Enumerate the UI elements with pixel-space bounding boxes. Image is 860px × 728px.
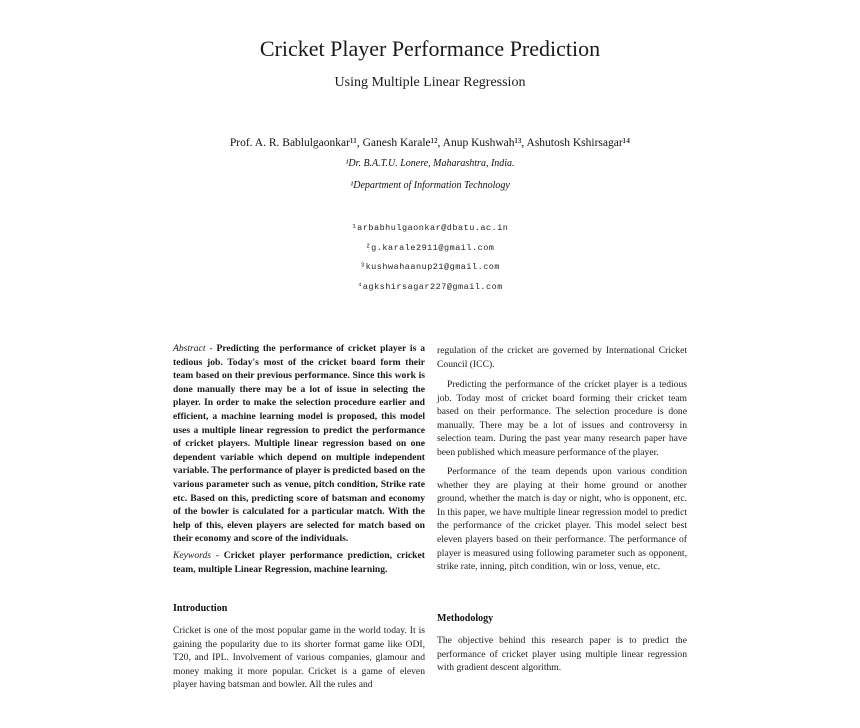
methodology-heading: Methodology (437, 613, 494, 624)
paper-title: Cricket Player Performance Prediction (259, 36, 601, 61)
email-1[interactable]: ¹arbabhulgaonkar@dbatu.ac.in (351, 223, 509, 233)
introduction-heading: Introduction (173, 603, 228, 614)
keywords (173, 549, 425, 576)
abstract (173, 342, 425, 546)
abstract-label: Abstract - (173, 343, 213, 354)
keywords-text: Cricket player performance prediction, cricket team, multiple Linear Regression, machine learning. (173, 550, 425, 575)
methodology-text: The objective behind this research paper is to predict the performance of cricket player using multiple linear regression with gradient descent algorithm. (437, 635, 687, 674)
email-2[interactable]: ²g.karale2911@gmail.com (365, 243, 495, 253)
affiliation-department: ¹Department of Information Technology (350, 180, 510, 191)
right-paragraph-3: Performance of the team depends upon various condition whether they are playing at their home ground or another ground, whether the match is day or night, who is opponent, etc. In this paper, we have multiple linear regression model to predict the performance of the cricket player. This model select best eleven players based on their performance. The performance of player is measured using following parameter such as opponent, strike rate, inning, pitch condition, win or loss, venue, etc. (437, 466, 687, 573)
affiliation-university: ¹Dr. B.A.T.U. Lonere, Maharashtra, India. (345, 158, 515, 169)
introduction-text: Cricket is one of the most popular game in the world today. It is gaining the popularity due to its shorter format game like ODI, T20, and IPL. Involvement of various companies, glamour and money making it more popular. Cricket is a game of eleven player having batsman and bowler. All the rules and (173, 625, 425, 691)
author-list: Prof. A. R. Bablulgaonkar¹¹, Ganesh Karale¹², Anup Kushwah¹³, Ashutosh Kshirsagar¹⁴ (229, 137, 631, 149)
right-paragraph-2: Predicting the performance of the cricket player is a tedious job. Today most of cricket board forming their cricket team based on their performance. The selection procedure is done manually. There may be a lot of issues and controversy in selection team. During the past year many research paper have been published which measure performance of the player. (437, 379, 687, 458)
right-paragraph-1: regulation of the cricket are governed by International Cricket Council (ICC). (437, 345, 687, 370)
email-4[interactable]: ⁴agkshirsagar227@gmail.com (357, 282, 503, 292)
email-3[interactable]: ³kushwahaanup21@gmail.com (359, 262, 501, 272)
paper-subtitle: Using Multiple Linear Regression (334, 75, 526, 90)
abstract-text: Predicting the performance of cricket player is a tedious job. Today's most of the cricket board form their team based on their previous performance. Since this work is done manually there may be a lot of issue in selecting the player. In order to make the selection procedure earlier and efficient, a machine learning model is proposed, this model uses a multiple linear regression to predict the performance of cricket players. Multiple linear regression based on one dependent variable which depend on multiple independent variable. The performance of player is predicted based on the various parameter such as venue, pitch condition, Strike rate etc. Based on this, predicting score of batsman and economy of the bowler is calculated for a particular match. With the help of this, eleven players are selected for match based on their economy and score of the individuals. (173, 343, 425, 545)
keywords-label: Keywords - (173, 550, 219, 561)
